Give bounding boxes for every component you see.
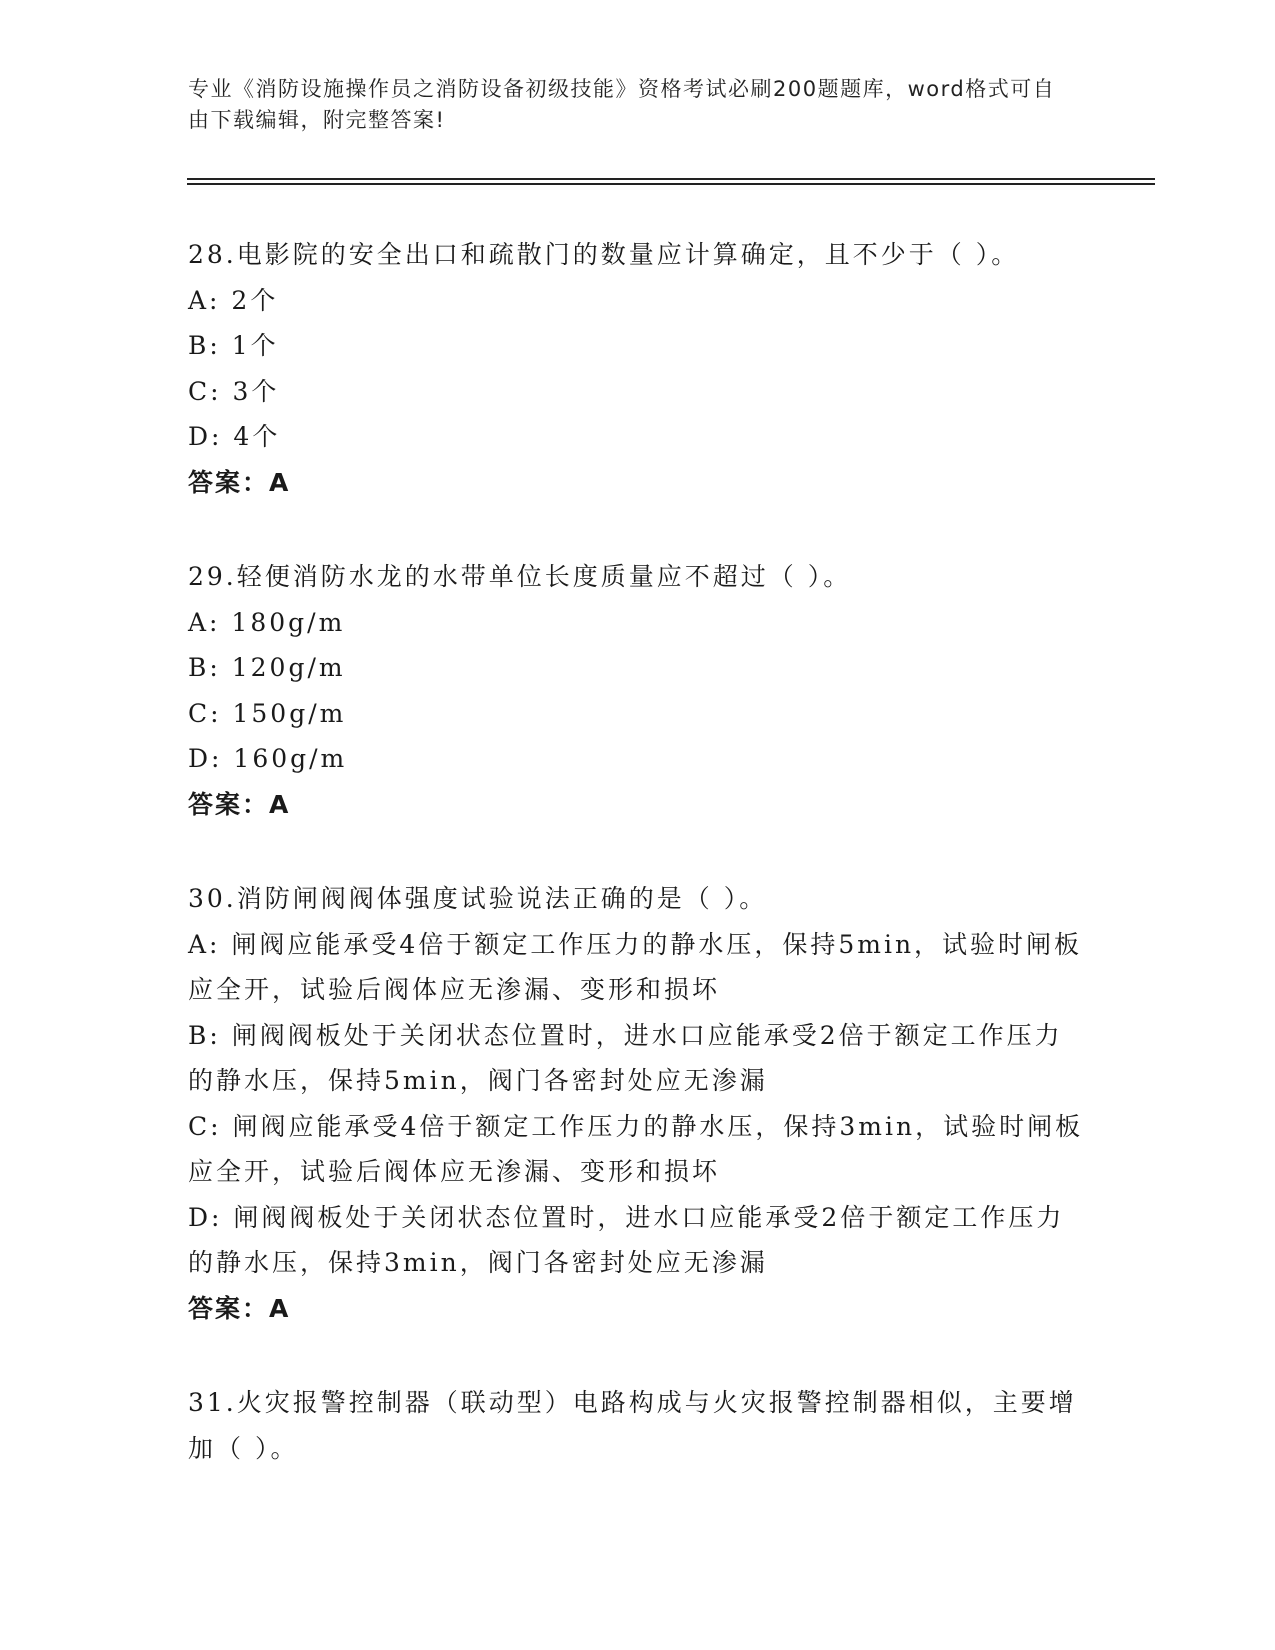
question-stem: 30.消防闸阀阀体强度试验说法正确的是（ ）。 <box>188 884 768 913</box>
option-d: D: 4个 <box>188 422 281 451</box>
option-b: B: 120g/m <box>188 653 346 682</box>
question-list <box>188 232 1088 1520</box>
option-c: C: 3个 <box>188 376 280 406</box>
question-31 <box>188 1380 1088 1471</box>
answer-label: 答案：A <box>188 467 291 497</box>
option-a: A: 180g/m <box>188 607 346 637</box>
option-a: A: 闸阀应能承受4倍于额定工作压力的静水压，保持5min，试验时闸板应全开，试验后阀体应无渗漏、变形和损坏 <box>188 929 1083 1004</box>
option-a: A: 2个 <box>188 285 279 315</box>
answer-label: 答案：A <box>188 789 291 819</box>
question-stem: 29.轻便消防水龙的水带单位长度质量应不超过（ ）。 <box>188 562 852 591</box>
question-30 <box>188 876 1088 1331</box>
question-28 <box>188 232 1088 505</box>
option-b: B: 闸阀阀板处于关闭状态位置时，进水口应能承受2倍于额定工作压力的静水压，保持5min，阀门各密封处应无渗漏 <box>188 1020 1063 1095</box>
option-d: D: 闸阀阀板处于关闭状态位置时，进水口应能承受2倍于额定工作压力的静水压，保持3min，阀门各密封处应无渗漏 <box>188 1202 1065 1277</box>
question-stem: 28.电影院的安全出口和疏散门的数量应计算确定，且不少于（ ）。 <box>188 240 1020 269</box>
header-divider-bottom <box>187 183 1155 185</box>
answer-label: 答案：A <box>188 1293 291 1323</box>
option-c: C: 闸阀应能承受4倍于额定工作压力的静水压，保持3min，试验时闸板应全开，试验后阀体应无渗漏、变形和损坏 <box>188 1111 1084 1186</box>
header-divider-top <box>187 178 1155 180</box>
question-29 <box>188 554 1088 827</box>
option-c: C: 150g/m <box>188 698 347 728</box>
question-stem: 31.火灾报警控制器（联动型）电路构成与火灾报警控制器相似，主要增加（ ）。 <box>188 1388 1077 1463</box>
option-b: B: 1个 <box>188 331 279 360</box>
option-d: D: 160g/m <box>188 744 348 773</box>
document-header: 专业《消防设施操作员之消防设备初级技能》资格考试必刷200题题库，word格式可自由下载编辑，附完整答案! <box>188 77 1056 132</box>
